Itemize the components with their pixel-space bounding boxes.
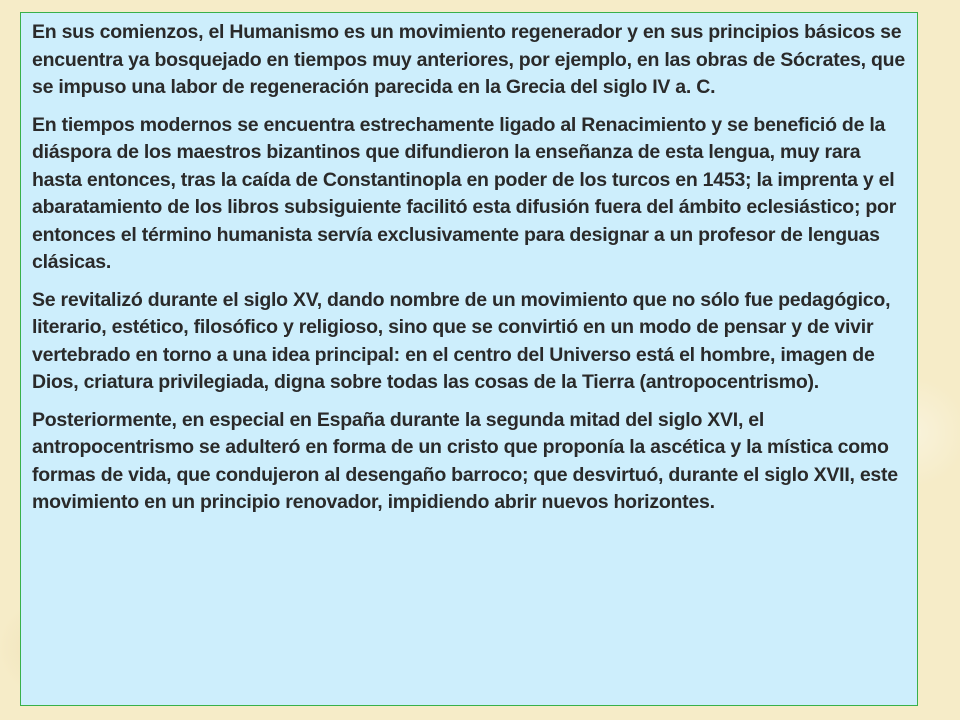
paragraph-4: Posteriormente, en especial en España durante la segunda mitad del siglo XVI, el antropocentrismo se adulteró en forma de un cristo que proponía la ascética y la mística como formas de vida, que condujeron al desengaño barroco; que desvirtuó, durante el siglo XVII, este movimiento en un principio renovador, impidiendo abrir nuevos horizontes. [32, 408, 898, 513]
paragraph-1: En sus comienzos, el Humanismo es un movimiento regenerador y en sus principios básicos se encuentra ya bosquejado en tiempos muy anteriores, por ejemplo, en las obras de Sócrates, que se impuso una labor de regeneración parecida en la Grecia del siglo IV a. C. [32, 21, 905, 98]
paragraph-2: En tiempos modernos se encuentra estrechamente ligado al Renacimiento y se benefició de la diáspora de los maestros bizantinos que difundieron la enseñanza de esta lengua, muy rara hasta entonces, tras la caída de Constantinopla en poder de los turcos en 1453; la imprenta y el abaratamiento de los libros subsiguiente facilitó esta difusión fuera del ámbito eclesiástico; por entonces el término humanista servía exclusivamente para designar a un profesor de lenguas clásicas. [32, 113, 897, 273]
text-box [20, 12, 918, 706]
paragraph-3: Se revitalizó durante el siglo XV, dando nombre de un movimiento que no sólo fue pedagógico, literario, estético, filosófico y religioso, sino que se convirtió en un modo de pensar y de vivir vertebrado en torno a una idea principal: en el centro del Universo está el hombre, imagen de Dios, criatura privilegiada, digna sobre todas las cosas de la Tierra (antropocentrismo). [32, 288, 891, 393]
